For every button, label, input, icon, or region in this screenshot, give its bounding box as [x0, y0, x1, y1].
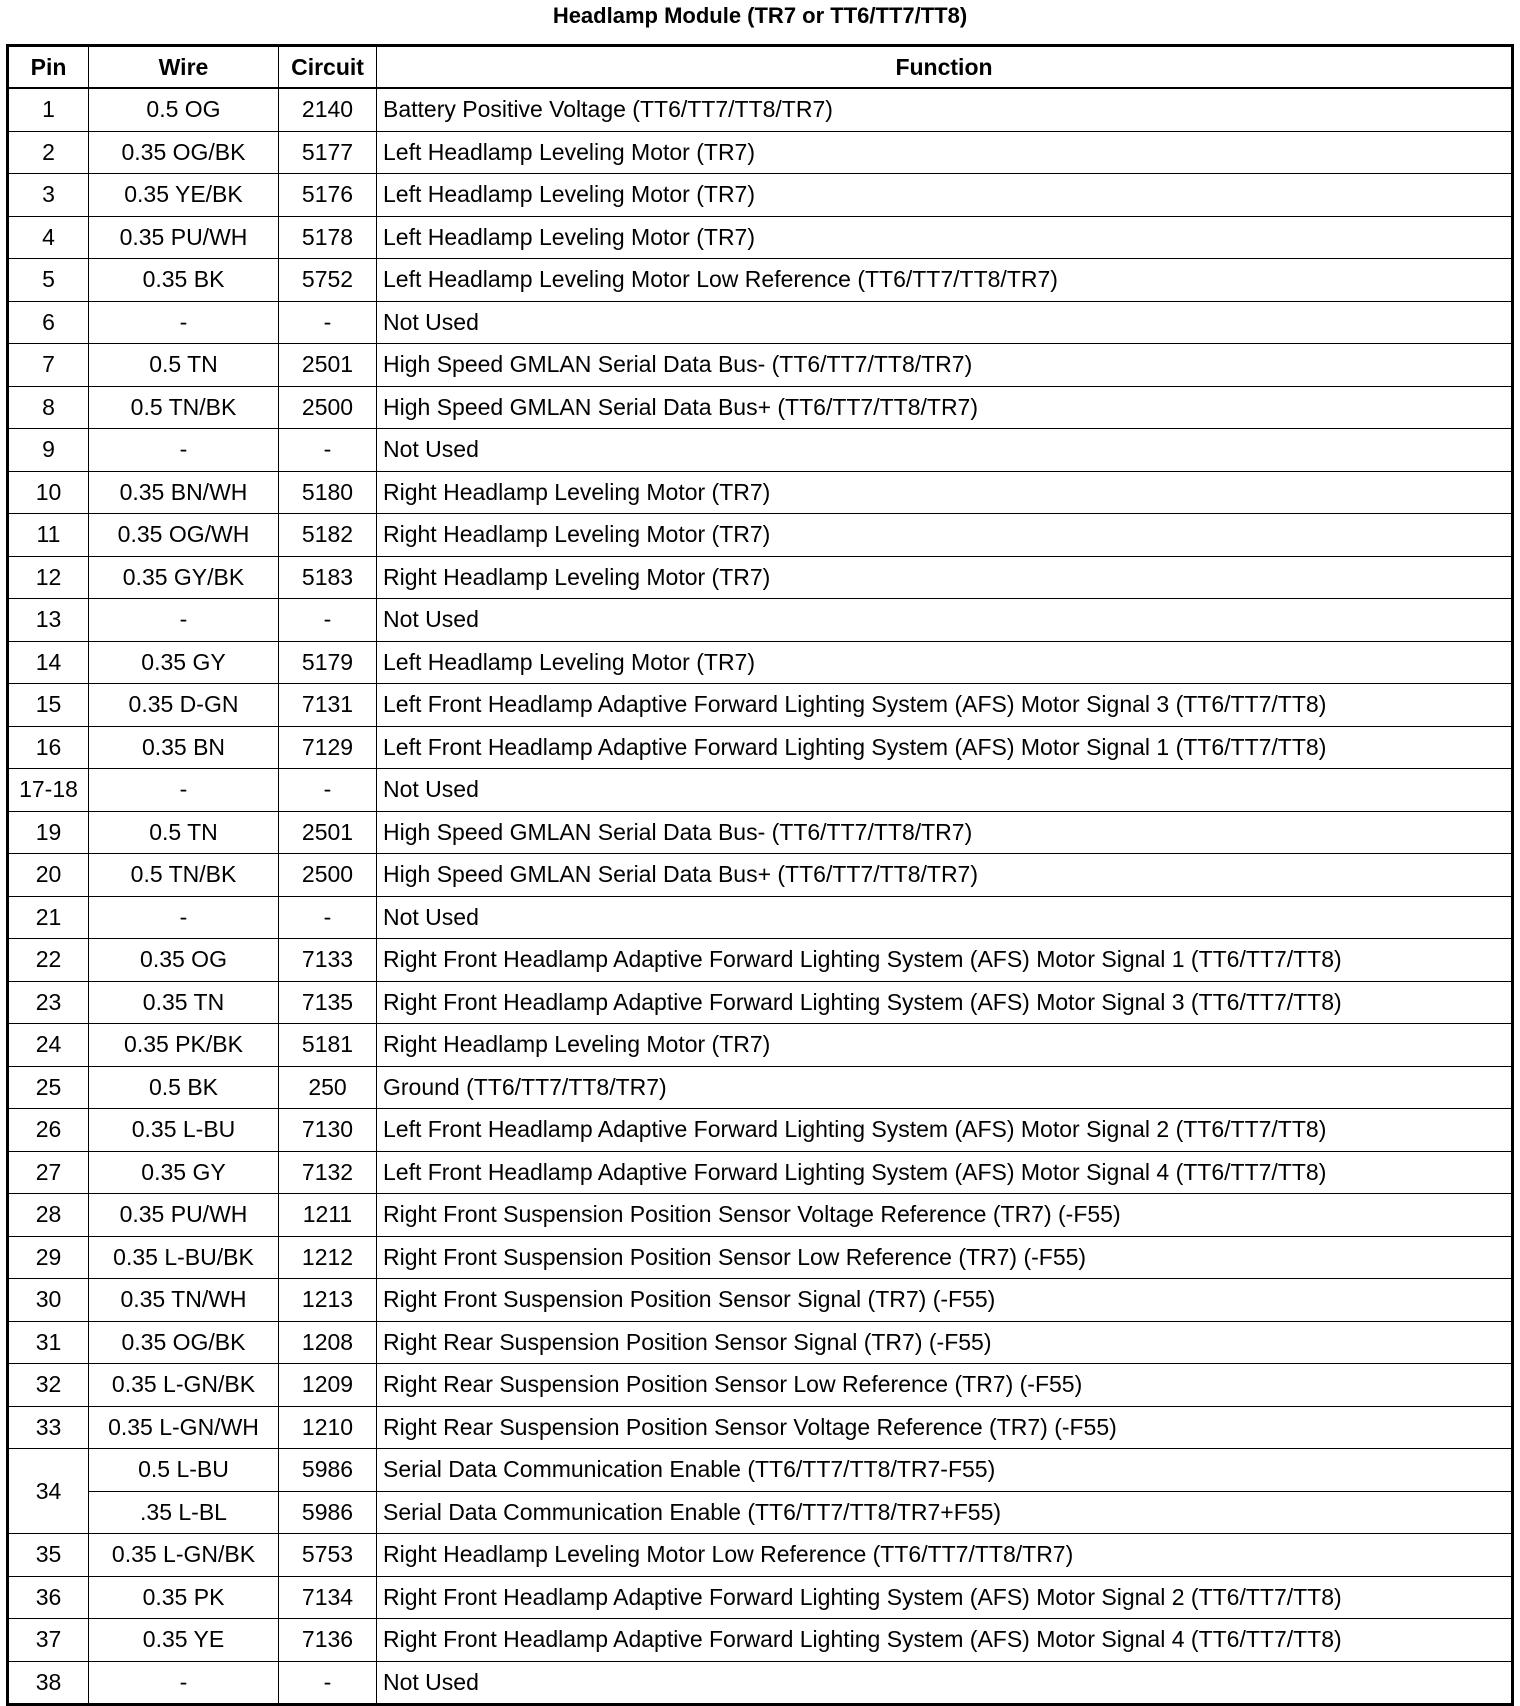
- cell-pin: 23: [8, 981, 89, 1024]
- cell-pin: 30: [8, 1279, 89, 1322]
- cell-pin: 36: [8, 1576, 89, 1619]
- cell-circuit: -: [279, 429, 377, 472]
- cell-circuit: 7131: [279, 684, 377, 727]
- cell-wire: 0.35 GY: [89, 1151, 279, 1194]
- cell-pin: 38: [8, 1661, 89, 1705]
- cell-wire: -: [89, 429, 279, 472]
- cell-wire: 0.35 TN/WH: [89, 1279, 279, 1322]
- cell-pin: 14: [8, 641, 89, 684]
- cell-circuit: 2500: [279, 854, 377, 897]
- cell-pin: 12: [8, 556, 89, 599]
- cell-circuit: 5176: [279, 174, 377, 217]
- cell-pin: 24: [8, 1024, 89, 1067]
- cell-wire: 0.5 TN: [89, 344, 279, 387]
- cell-wire: 0.35 TN: [89, 981, 279, 1024]
- table-row: [8, 259, 1513, 302]
- cell-function: Left Headlamp Leveling Motor (TR7): [377, 174, 1513, 217]
- table-row: [8, 131, 1513, 174]
- pinout-table: [6, 44, 1514, 1706]
- cell-function: Not Used: [377, 301, 1513, 344]
- table-row: [8, 1109, 1513, 1152]
- cell-circuit: 7135: [279, 981, 377, 1024]
- cell-circuit: 2500: [279, 386, 377, 429]
- cell-wire: 0.35 OG: [89, 939, 279, 982]
- table-row: [8, 1024, 1513, 1067]
- cell-wire: 0.5 TN/BK: [89, 386, 279, 429]
- table-row: [8, 1321, 1513, 1364]
- cell-function: Not Used: [377, 1661, 1513, 1705]
- cell-function: Left Headlamp Leveling Motor (TR7): [377, 216, 1513, 259]
- cell-circuit: 1211: [279, 1194, 377, 1237]
- cell-circuit: 5178: [279, 216, 377, 259]
- cell-wire: 0.35 OG/BK: [89, 131, 279, 174]
- table-row: [8, 216, 1513, 259]
- cell-circuit: 2501: [279, 344, 377, 387]
- table-row: [8, 1151, 1513, 1194]
- table-row: [8, 174, 1513, 217]
- cell-circuit: 5753: [279, 1534, 377, 1577]
- cell-function: Left Front Headlamp Adaptive Forward Lighting System (AFS) Motor Signal 3 (TT6/TT7/TT8): [377, 684, 1513, 727]
- cell-function: Serial Data Communication Enable (TT6/TT7/TT8/TR7-F55): [377, 1449, 1513, 1492]
- table-row: [8, 599, 1513, 642]
- table-row: [8, 1449, 1513, 1492]
- cell-circuit: 5179: [279, 641, 377, 684]
- table-row: [8, 514, 1513, 557]
- table-row: [8, 896, 1513, 939]
- cell-pin: 9: [8, 429, 89, 472]
- cell-function: Right Front Headlamp Adaptive Forward Lighting System (AFS) Motor Signal 2 (TT6/TT7/TT8): [377, 1576, 1513, 1619]
- table-row: [8, 429, 1513, 472]
- cell-pin: 21: [8, 896, 89, 939]
- table-row: [8, 1236, 1513, 1279]
- cell-circuit: -: [279, 301, 377, 344]
- cell-wire: 0.35 YE/BK: [89, 174, 279, 217]
- cell-pin: 31: [8, 1321, 89, 1364]
- cell-function: High Speed GMLAN Serial Data Bus- (TT6/TT7/TT8/TR7): [377, 811, 1513, 854]
- cell-wire: -: [89, 599, 279, 642]
- cell-wire: 0.35 BK: [89, 259, 279, 302]
- cell-circuit: 1210: [279, 1406, 377, 1449]
- cell-function: Right Front Suspension Position Sensor Voltage Reference (TR7) (-F55): [377, 1194, 1513, 1237]
- table-row: [8, 386, 1513, 429]
- cell-pin: 22: [8, 939, 89, 982]
- table-row: [8, 769, 1513, 812]
- cell-circuit: -: [279, 769, 377, 812]
- table-row: [8, 1066, 1513, 1109]
- cell-wire: -: [89, 896, 279, 939]
- cell-function: Left Headlamp Leveling Motor (TR7): [377, 131, 1513, 174]
- cell-function: Not Used: [377, 599, 1513, 642]
- cell-circuit: 1209: [279, 1364, 377, 1407]
- table-row: [8, 1406, 1513, 1449]
- cell-pin: 15: [8, 684, 89, 727]
- table-row: [8, 88, 1513, 131]
- cell-function: Left Front Headlamp Adaptive Forward Lighting System (AFS) Motor Signal 4 (TT6/TT7/TT8): [377, 1151, 1513, 1194]
- cell-function: Not Used: [377, 429, 1513, 472]
- cell-circuit: -: [279, 599, 377, 642]
- cell-pin: 33: [8, 1406, 89, 1449]
- cell-function: Not Used: [377, 896, 1513, 939]
- cell-wire: 0.35 OG/WH: [89, 514, 279, 557]
- cell-wire: 0.35 GY: [89, 641, 279, 684]
- table-row: [8, 1364, 1513, 1407]
- table-row: [8, 1491, 1513, 1534]
- page-title: Headlamp Module (TR7 or TT6/TT7/TT8): [552, 3, 968, 28]
- cell-wire: -: [89, 301, 279, 344]
- table-row: [8, 684, 1513, 727]
- cell-pin: 17-18: [8, 769, 89, 812]
- cell-wire: 0.35 PU/WH: [89, 1194, 279, 1237]
- cell-circuit: -: [279, 896, 377, 939]
- cell-circuit: 7134: [279, 1576, 377, 1619]
- cell-wire: 0.5 TN/BK: [89, 854, 279, 897]
- cell-pin: 1: [8, 88, 89, 131]
- header-row: [8, 46, 1513, 89]
- cell-function: Left Headlamp Leveling Motor Low Reference (TT6/TT7/TT8/TR7): [377, 259, 1513, 302]
- cell-circuit: 5180: [279, 471, 377, 514]
- cell-function: Right Headlamp Leveling Motor (TR7): [377, 514, 1513, 557]
- cell-wire: 0.35 PK/BK: [89, 1024, 279, 1067]
- cell-wire: 0.35 PU/WH: [89, 216, 279, 259]
- cell-circuit: 5177: [279, 131, 377, 174]
- cell-wire: 0.35 L-BU/BK: [89, 1236, 279, 1279]
- cell-pin: 10: [8, 471, 89, 514]
- header-pin: Pin: [8, 46, 89, 89]
- cell-pin: 3: [8, 174, 89, 217]
- table-body: [8, 88, 1513, 1705]
- cell-pin: 32: [8, 1364, 89, 1407]
- cell-wire: 0.35 L-GN/BK: [89, 1534, 279, 1577]
- cell-pin: 35: [8, 1534, 89, 1577]
- cell-pin: 2: [8, 131, 89, 174]
- cell-wire: 0.5 L-BU: [89, 1449, 279, 1492]
- table-row: [8, 301, 1513, 344]
- cell-circuit: -: [279, 1661, 377, 1705]
- cell-pin: 4: [8, 216, 89, 259]
- cell-pin: 26: [8, 1109, 89, 1152]
- cell-pin: 27: [8, 1151, 89, 1194]
- table-row: [8, 1534, 1513, 1577]
- cell-wire: 0.35 D-GN: [89, 684, 279, 727]
- cell-circuit: 2140: [279, 88, 377, 131]
- cell-pin: 34: [8, 1449, 89, 1534]
- cell-function: Right Headlamp Leveling Motor (TR7): [377, 1024, 1513, 1067]
- cell-function: High Speed GMLAN Serial Data Bus+ (TT6/TT7/TT8/TR7): [377, 854, 1513, 897]
- cell-wire: 0.35 YE: [89, 1619, 279, 1662]
- cell-function: Right Rear Suspension Position Sensor Voltage Reference (TR7) (-F55): [377, 1406, 1513, 1449]
- header-wire: Wire: [89, 46, 279, 89]
- cell-circuit: 7130: [279, 1109, 377, 1152]
- cell-function: Left Headlamp Leveling Motor (TR7): [377, 641, 1513, 684]
- cell-function: Left Front Headlamp Adaptive Forward Lighting System (AFS) Motor Signal 1 (TT6/TT7/TT8): [377, 726, 1513, 769]
- cell-circuit: 5182: [279, 514, 377, 557]
- table-row: [8, 471, 1513, 514]
- header-function: Function: [377, 46, 1513, 89]
- cell-circuit: 1213: [279, 1279, 377, 1322]
- cell-function: Right Rear Suspension Position Sensor Signal (TR7) (-F55): [377, 1321, 1513, 1364]
- table-row: [8, 1661, 1513, 1705]
- cell-circuit: 250: [279, 1066, 377, 1109]
- cell-function: Right Rear Suspension Position Sensor Low Reference (TR7) (-F55): [377, 1364, 1513, 1407]
- table-row: [8, 1619, 1513, 1662]
- cell-wire: 0.35 L-BU: [89, 1109, 279, 1152]
- cell-circuit: 5183: [279, 556, 377, 599]
- cell-wire: 0.5 BK: [89, 1066, 279, 1109]
- cell-circuit: 1212: [279, 1236, 377, 1279]
- cell-function: Ground (TT6/TT7/TT8/TR7): [377, 1066, 1513, 1109]
- cell-function: Right Headlamp Leveling Motor (TR7): [377, 471, 1513, 514]
- cell-function: Right Headlamp Leveling Motor (TR7): [377, 556, 1513, 599]
- cell-circuit: 2501: [279, 811, 377, 854]
- cell-function: High Speed GMLAN Serial Data Bus- (TT6/TT7/TT8/TR7): [377, 344, 1513, 387]
- cell-pin: 37: [8, 1619, 89, 1662]
- table-row: [8, 811, 1513, 854]
- cell-function: Left Front Headlamp Adaptive Forward Lighting System (AFS) Motor Signal 2 (TT6/TT7/TT8): [377, 1109, 1513, 1152]
- cell-wire: -: [89, 769, 279, 812]
- cell-wire: 0.35 L-GN/BK: [89, 1364, 279, 1407]
- cell-wire: 0.35 BN: [89, 726, 279, 769]
- cell-wire: .35 L-BL: [89, 1491, 279, 1534]
- cell-circuit: 5986: [279, 1449, 377, 1492]
- header-circuit: Circuit: [279, 46, 377, 89]
- cell-pin: 8: [8, 386, 89, 429]
- cell-function: Right Headlamp Leveling Motor Low Reference (TT6/TT7/TT8/TR7): [377, 1534, 1513, 1577]
- cell-pin: 7: [8, 344, 89, 387]
- table-row: [8, 1194, 1513, 1237]
- cell-function: Battery Positive Voltage (TT6/TT7/TT8/TR7): [377, 88, 1513, 131]
- table-row: [8, 939, 1513, 982]
- table-row: [8, 556, 1513, 599]
- cell-function: Right Front Suspension Position Sensor Signal (TR7) (-F55): [377, 1279, 1513, 1322]
- cell-circuit: 7136: [279, 1619, 377, 1662]
- cell-wire: 0.35 PK: [89, 1576, 279, 1619]
- cell-wire: 0.35 L-GN/WH: [89, 1406, 279, 1449]
- cell-pin: 11: [8, 514, 89, 557]
- cell-function: Not Used: [377, 769, 1513, 812]
- cell-function: Right Front Suspension Position Sensor Low Reference (TR7) (-F55): [377, 1236, 1513, 1279]
- table-row: [8, 641, 1513, 684]
- cell-circuit: 5986: [279, 1491, 377, 1534]
- table-row: [8, 1576, 1513, 1619]
- cell-wire: 0.35 GY/BK: [89, 556, 279, 599]
- cell-pin: 13: [8, 599, 89, 642]
- cell-circuit: 7129: [279, 726, 377, 769]
- cell-pin: 29: [8, 1236, 89, 1279]
- cell-function: Serial Data Communication Enable (TT6/TT7/TT8/TR7+F55): [377, 1491, 1513, 1534]
- cell-wire: 0.5 OG: [89, 88, 279, 131]
- cell-function: Right Front Headlamp Adaptive Forward Lighting System (AFS) Motor Signal 4 (TT6/TT7/TT8): [377, 1619, 1513, 1662]
- table-row: [8, 981, 1513, 1024]
- cell-circuit: 5752: [279, 259, 377, 302]
- cell-circuit: 5181: [279, 1024, 377, 1067]
- cell-wire: 0.5 TN: [89, 811, 279, 854]
- cell-pin: 19: [8, 811, 89, 854]
- cell-circuit: 7132: [279, 1151, 377, 1194]
- cell-pin: 25: [8, 1066, 89, 1109]
- cell-function: High Speed GMLAN Serial Data Bus+ (TT6/TT7/TT8/TR7): [377, 386, 1513, 429]
- table-row: [8, 1279, 1513, 1322]
- cell-pin: 6: [8, 301, 89, 344]
- cell-pin: 16: [8, 726, 89, 769]
- cell-function: Right Front Headlamp Adaptive Forward Lighting System (AFS) Motor Signal 1 (TT6/TT7/TT8): [377, 939, 1513, 982]
- cell-pin: 5: [8, 259, 89, 302]
- cell-circuit: 7133: [279, 939, 377, 982]
- cell-wire: 0.35 BN/WH: [89, 471, 279, 514]
- cell-pin: 28: [8, 1194, 89, 1237]
- cell-pin: 20: [8, 854, 89, 897]
- table-row: [8, 854, 1513, 897]
- cell-wire: -: [89, 1661, 279, 1705]
- table-row: [8, 344, 1513, 387]
- cell-wire: 0.35 OG/BK: [89, 1321, 279, 1364]
- table-row: [8, 726, 1513, 769]
- cell-circuit: 1208: [279, 1321, 377, 1364]
- cell-function: Right Front Headlamp Adaptive Forward Lighting System (AFS) Motor Signal 3 (TT6/TT7/TT8): [377, 981, 1513, 1024]
